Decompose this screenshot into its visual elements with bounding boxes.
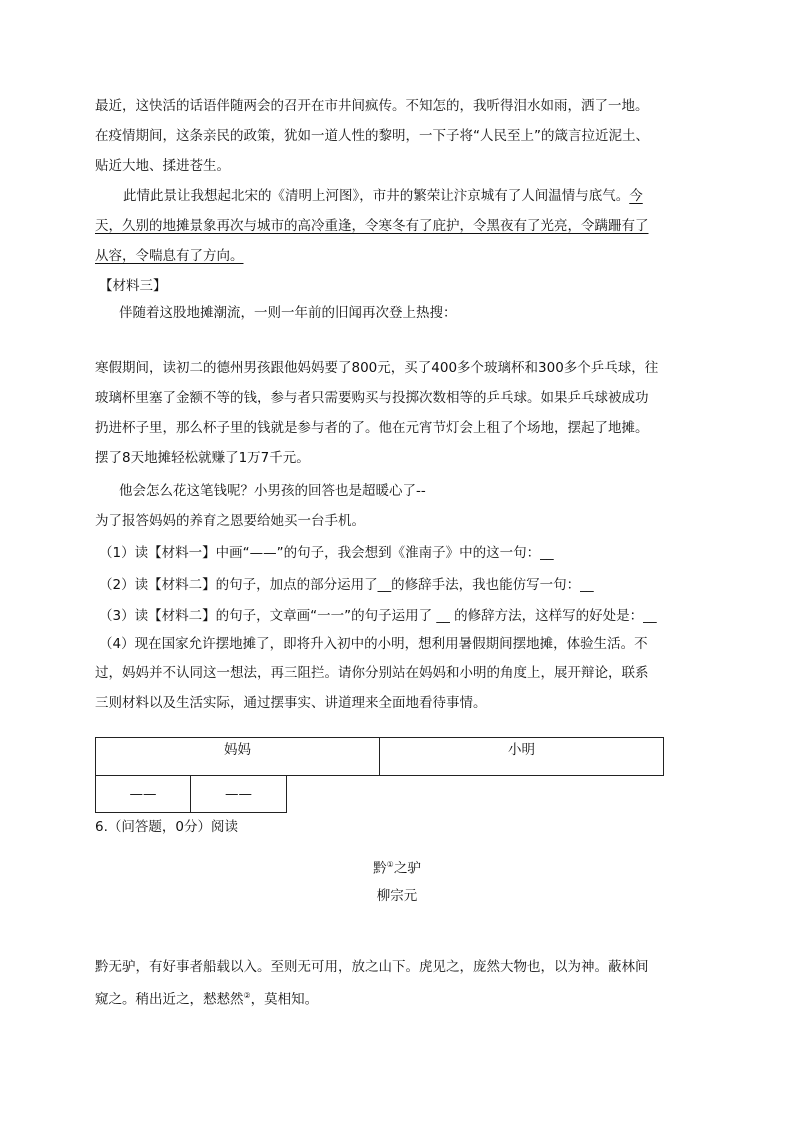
poem-author: 柳宗元 [376,888,418,904]
title-before: 黔 [373,860,387,877]
material-3-answer: 为了报答妈妈的养育之恩要给她买一台手机。 [95,513,365,529]
table-header-mom: 妈妈 [95,737,380,776]
material-3-body-line-2: 玻璃杯里塞了金额不等的钱，参与者只需要购买与投掷次数相等的乒乓球。如果乒乓球被成功 [95,390,649,406]
material-3-body-line-3: 扔进杯子里，那么杯子里的钱就是参与者的了。他在元宵节灯会上租了个场地，摆起了地摊。 [95,420,649,436]
table-header-xiaoming: 小明 [379,737,664,776]
debate-table-header-row [95,737,664,776]
paragraph-2-plain: 此情此景让我想起北宋的《清明上河图》，市井的繁荣让汴京城有了人间温情与底气。 [123,188,630,204]
question-4-line-3: 三则材料以及生活实际，通过摆事实、讲道理来全面地看待事情。 [95,695,487,711]
text-line-2-before: 窥之。稍出近之，慭慭然 [95,991,244,1008]
material-3-body-line-4: 摆了8天地摊轻松就赚了1万7千元。 [95,450,310,466]
material-3-heading: 【材料三】 [99,278,167,294]
classical-text-line-1: 黔无驴，有好事者船载以入。至则无可用，放之山下。虎见之，庞然大物也，以为神。蔽林间 [95,959,649,975]
poem-title [0,855,794,879]
question-4-line-1: （4）现在国家允许摆地摊了，即将升入初中的小明，想利用暑假期间摆地摊，体验生活。不 [99,636,648,652]
footnote-marker-1: ① [386,860,394,869]
paragraph-2-line-1 [123,186,643,206]
table-answer-blank-2[interactable]: —— [190,775,287,813]
table-answer-blank-1[interactable]: —— [95,775,191,813]
section-6-label: 6.（问答题，0分）阅读 [95,819,238,835]
classical-text-line-2 [95,986,318,1010]
title-after: 之驴 [393,860,421,877]
paragraph-2-line-3: 从容，令喘息有了方向。 [95,248,244,264]
material-3-intro: 伴随着这股地摊潮流，一则一年前的旧闻再次登上热搜： [119,305,457,321]
question-4-line-2: 过，妈妈并不认同这一想法，再三阻拦。请你分别站在妈妈和小明的角度上，展开辩论，联系 [95,665,649,681]
paragraph-1-line-2: 在疫情期间，这条亲民的政策，犹如一道人性的黎明，一下子将“人民至上”的箴言拉近泥土、 [95,128,649,144]
question-1: （1）读【材料一】中画“——”的句子，我会想到《淮南子》中的这一句：__ [99,545,554,561]
material-3-body-line-1: 寒假期间，读初二的德州男孩跟他妈妈要了800元，买了400多个玻璃杯和300多个乒乓球，往 [95,360,659,376]
paragraph-1-line-1: 最近，这快活的话语伴随两会的召开在市井间疯传。不知怎的，我听得泪水如雨，洒了一地。 [95,98,649,114]
paragraph-2-line-2: 天，久别的地摊景象再次与城市的高冷重逢，令寒冬有了庇护，令黑夜有了光亮，令蹒跚有了 [95,218,649,234]
text-line-2-after: ，莫相知。 [250,991,319,1008]
paragraph-2-underlined-start: 今 [629,188,643,204]
paragraph-1-line-3: 贴近大地、揉进苍生。 [95,158,230,174]
debate-table-answer-row [95,775,287,813]
material-3-question: 他会怎么花这笔钱呢？小男孩的回答也是超暖心了-- [119,483,426,499]
question-2: （2）读【材料二】的句子，加点的部分运用了__的修辞手法，我也能仿写一句：__ [99,577,594,593]
question-3: （3）读【材料二】的句子，文章画“一一”的句子运用了 __ 的修辞方法，这样写的好处是：__ [99,608,657,624]
footnote-marker-2: ② [243,991,251,1000]
